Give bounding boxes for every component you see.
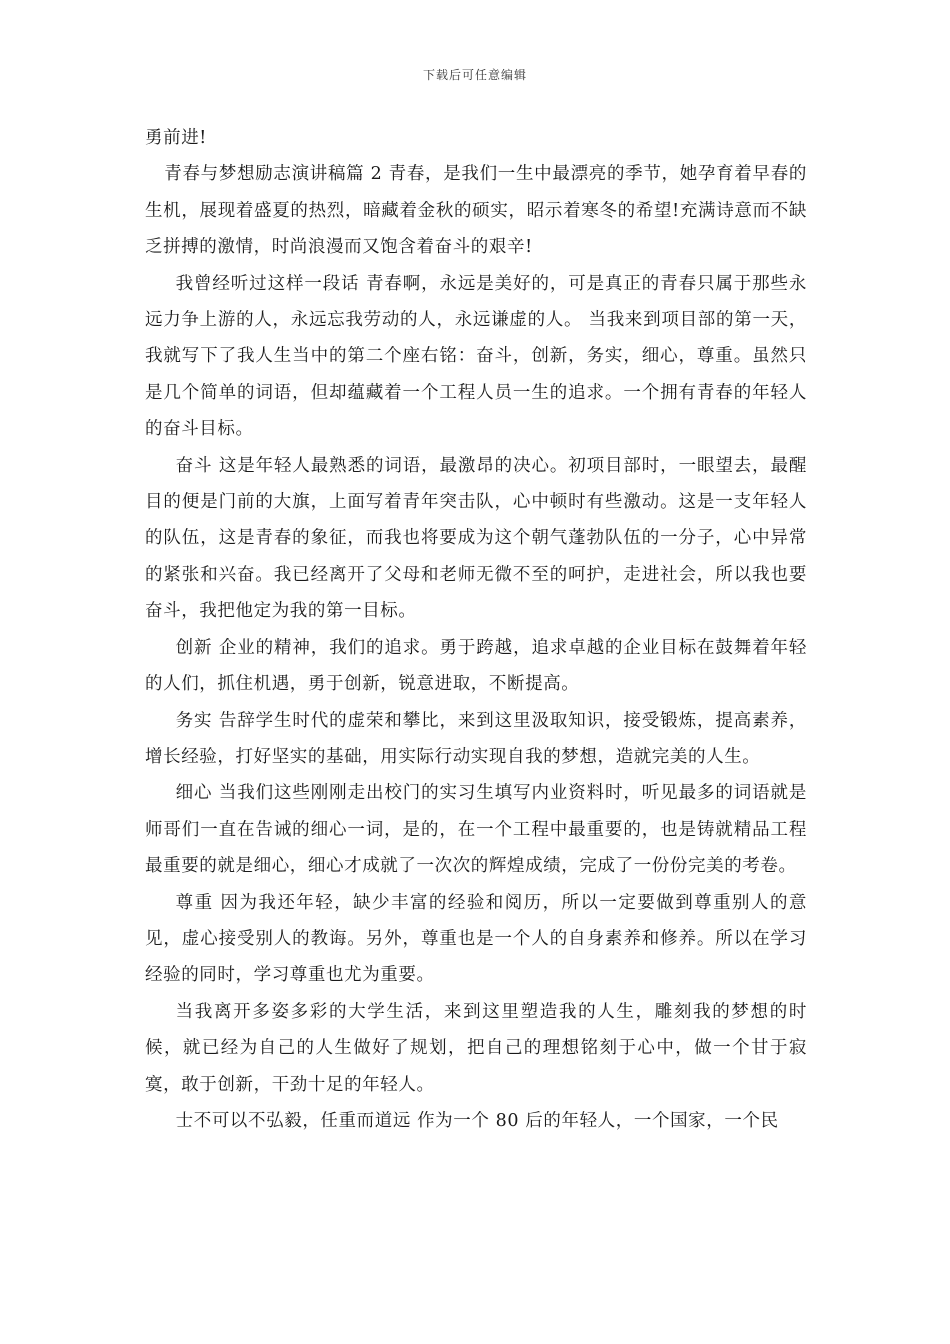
paragraph-carefulness: 细心 当我们这些刚刚走出校门的实习生填写内业资料时，听见最多的词语就是师哥们一直在告诫的细心一词，是的，在一个工程中最重要的，也是铸就精品工程最重要的就是细心，细心才成就了一次次的辉煌成绩，完成了一份份完美的考卷。 <box>145 783 807 877</box>
page-header: 下载后可任意编辑 <box>422 68 527 82</box>
paragraph-pragmatism: 务实 告辞学生时代的虚荣和攀比，来到这里汲取知识，接受锻炼，提高素养，增长经验，打好坚实的基础，用实际行动实现自我的梦想，造就完美的人生。 <box>145 710 807 767</box>
paragraph-continuation: 勇前进! <box>145 128 207 148</box>
paragraph-struggle: 奋斗 这是年轻人最熟悉的词语，最激昂的决心。初项目部时，一眼望去，最醒目的便是门前的大旗，上面写着青年突击队，心中顿时有些激动。这是一支年轻人的队伍，这是青春的象征，而我也将要成为这个朝气蓬勃队伍的一分子，心中异常的紧张和兴奋。我已经离开了父母和老师无微不至的呵护，走进社会，所以我也要奋斗，我把他定为我的第一目标。 <box>145 455 807 622</box>
paragraph-speech-title: 青春与梦想励志演讲稿篇 2 青春，是我们一生中最漂亮的季节，她孕育着早春的生机，展现着盛夏的热烈，暗藏着金秋的硕实，昭示着寒冬的希望!充满诗意而不缺乏拼搏的激情，时尚浪漫而又饱含着奋斗的艰辛! <box>145 164 807 258</box>
paragraph-innovation: 创新 企业的精神，我们的追求。勇于跨越，追求卓越的企业目标在鼓舞着年轻的人们，抓住机遇，勇于创新，锐意进取，不断提高。 <box>145 637 807 695</box>
paragraph-respect: 尊重 因为我还年轻，缺少丰富的经验和阅历，所以一定要做到尊重别人的意见，虚心接受别人的教诲。另外，尊重也是一个人的自身素养和修养。所以在学习经验的同时，学习尊重也尤为重要。 <box>145 892 807 986</box>
paragraph-quote: 我曾经听过这样一段话 青春啊，永远是美好的，可是真正的青春只属于那些永远力争上游的人，永远忘我劳动的人，永远谦虚的人。 当我来到项目部的第一天，我就写下了我人生当中的第二个座右铭：奋斗，创新，务实，细心，尊重。虽然只是几个简单的词语，但却蕴藏着一个工程人员一生的追求。一个拥有青春的年轻人的奋斗目标。 <box>145 273 807 440</box>
paragraph-planning: 当我离开多姿多彩的大学生活，来到这里塑造我的人生，雕刻我的梦想的时候，就已经为自己的人生做好了规划，把自己的理想铭刻于心中，做一个甘于寂寞，敢于创新，干劲十足的年轻人。 <box>145 1001 807 1095</box>
paragraph-closing: 士不可以不弘毅，任重而道远 作为一个 80 后的年轻人，一个国家，一个民 <box>175 1110 779 1131</box>
document-body <box>145 120 807 1139</box>
